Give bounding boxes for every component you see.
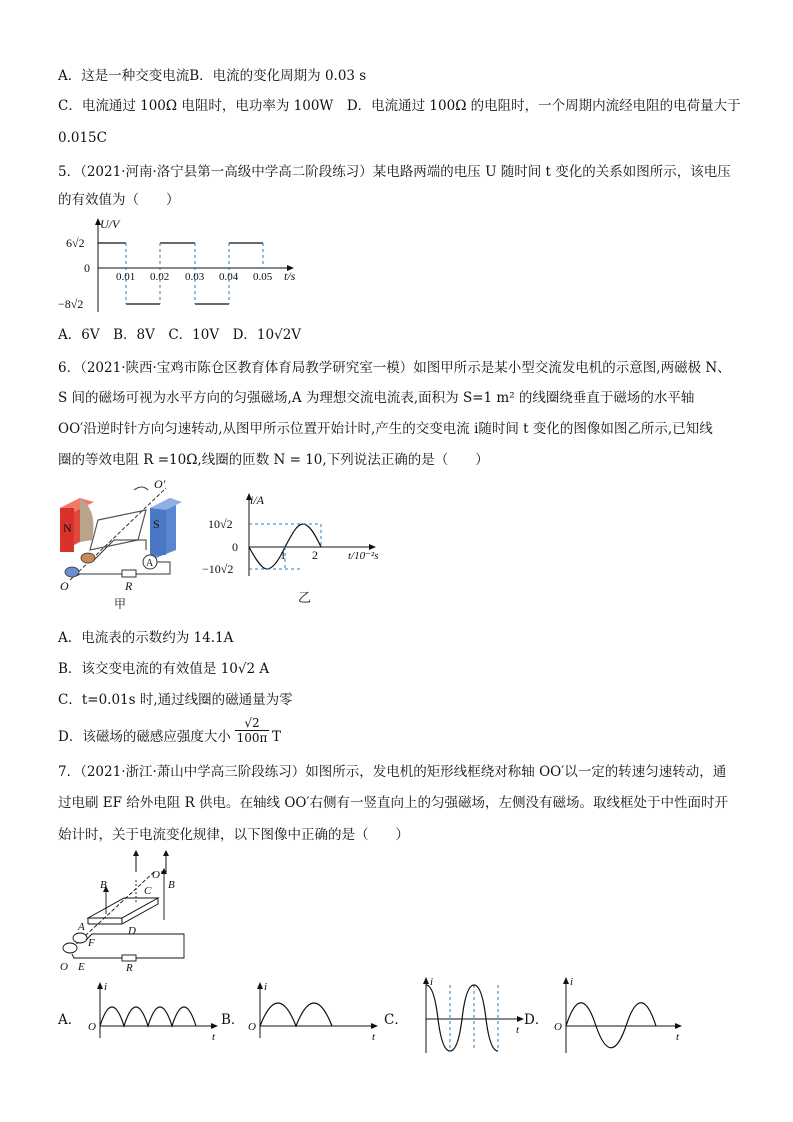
q5-y-bottom: −8√2 bbox=[58, 297, 84, 311]
q4-option-d-cont: 0.015C bbox=[58, 130, 107, 146]
q5-options: A．6V B．8V C．10V D．10√2V bbox=[58, 327, 302, 343]
q6-caption-jia: 甲 bbox=[114, 597, 127, 611]
q7-generator-figure bbox=[58, 850, 198, 975]
q7-label-o: O bbox=[60, 961, 68, 973]
q5-tick-2: 0.02 bbox=[150, 271, 170, 283]
q7-a-t: t bbox=[212, 1031, 216, 1043]
q6-current-graph bbox=[200, 488, 395, 608]
q6-label-oprime: O′ bbox=[154, 477, 166, 491]
q6-magnet-s: S bbox=[153, 517, 160, 531]
q7-b-i: i bbox=[264, 981, 268, 993]
q5-y-top: 6√2 bbox=[66, 236, 85, 250]
q7-graph-c bbox=[412, 975, 527, 1055]
q6-ammeter: A bbox=[146, 558, 154, 569]
q7-d-t: t bbox=[676, 1031, 680, 1043]
q6-generator-figure bbox=[58, 477, 198, 615]
q6-option-d-fraction bbox=[235, 716, 269, 745]
q7-c-i: i bbox=[430, 976, 434, 988]
q7-d-i: i bbox=[570, 976, 574, 988]
q6-option-d-unit: T bbox=[272, 729, 282, 745]
q7-b-o: O bbox=[248, 1021, 256, 1033]
q7-label-oprime: O′ bbox=[152, 869, 163, 881]
q6-fraction-numerator: √2 bbox=[235, 716, 269, 731]
q7-graph-a bbox=[86, 980, 221, 1050]
q7-a-o: O bbox=[88, 1021, 96, 1033]
q5-y-label: U/V bbox=[100, 217, 120, 231]
q6-caption-yi: 乙 bbox=[298, 590, 312, 605]
q5-tick-4: 0.04 bbox=[219, 271, 239, 283]
q6-i-label: i/A bbox=[250, 493, 264, 507]
q6-option-b: B．该交变电流的有效值是 10√2 A bbox=[58, 661, 270, 677]
q7-label-b-left: B bbox=[100, 879, 107, 891]
q6-y-top: 10√2 bbox=[208, 517, 233, 531]
q7-choice-a-label: A． bbox=[58, 1012, 82, 1028]
q7-graph-b bbox=[246, 980, 381, 1050]
q5-tick-1: 0.01 bbox=[116, 271, 136, 283]
q7-stem-line2: 过电刷 EF 给外电阻 R 供电。在轴线 OO′右侧有一竖直向上的匀强磁场，左侧没有磁场。取线框处于中性面时开 bbox=[58, 795, 729, 811]
q7-label-a: A bbox=[78, 921, 85, 933]
q5-tick-3: 0.03 bbox=[185, 271, 205, 283]
q6-option-c: C．t=0.01s 时,通过线圈的磁通量为零 bbox=[58, 692, 293, 708]
q4-option-c-d bbox=[58, 96, 741, 116]
q6-stem-line2: S 间的磁场可视为水平方向的匀强磁场,A 为理想交流电流表,面积为 S=1 m² 的线圈绕垂直于磁场的水平轴 bbox=[58, 390, 695, 406]
q6-option-d-text: D．该磁场的磁感应强度大小 bbox=[58, 729, 231, 745]
q7-choice-c-label: C． bbox=[384, 1012, 408, 1028]
q6-option-d bbox=[58, 727, 231, 747]
q7-label-f: F bbox=[88, 937, 95, 949]
q7-label-c: C bbox=[144, 885, 152, 897]
q6-stem-line3: OO′沿逆时针方向匀速转动,从图甲所示位置开始计时,产生的交变电流 i随时间 t 变化的图像如图乙所示,已知线 bbox=[58, 421, 713, 437]
q4-option-d: D．电流通过 100Ω 的电阻时，一个周期内流经电阻的电荷量大于 bbox=[346, 98, 741, 114]
q7-choice-d-label: D． bbox=[524, 1012, 549, 1028]
q5-stem-line2: 的有效值为（ ） bbox=[58, 192, 180, 208]
q5-x-label: t/s bbox=[284, 269, 296, 283]
q6-tick-1: 1 bbox=[280, 548, 286, 562]
q4-option-b: B．电流的变化周期为 0.03 s bbox=[189, 68, 367, 84]
q7-stem-line3: 始计时，关于电流变化规律，以下图像中正确的是（ ） bbox=[58, 827, 409, 843]
q4-option-a-b bbox=[58, 66, 366, 86]
q4-option-c: C．电流通过 100Ω 电阻时，电功率为 100W bbox=[58, 98, 334, 114]
q7-label-r: R bbox=[126, 962, 133, 974]
q7-label-d: D bbox=[128, 925, 136, 937]
q6-y-zero: 0 bbox=[232, 540, 238, 554]
q5-voltage-graph bbox=[58, 216, 318, 316]
q4-option-a: A．这是一种交变电流 bbox=[58, 68, 190, 84]
q7-choice-b-label: B． bbox=[221, 1012, 245, 1028]
q6-option-a: A．电流表的示数约为 14.1A bbox=[58, 630, 234, 646]
q6-y-bottom: −10√2 bbox=[202, 562, 234, 576]
q6-fraction-denominator: 100π bbox=[236, 731, 268, 745]
q6-stem-line4: 圈的等效电阻 R =10Ω,线圈的匝数 N = 10,下列说法正确的是（ ） bbox=[58, 452, 489, 468]
q5-tick-5: 0.05 bbox=[253, 271, 273, 283]
q7-label-b-right: B bbox=[168, 879, 175, 891]
q6-magnet-n: N bbox=[63, 521, 72, 535]
q7-b-t: t bbox=[372, 1031, 376, 1043]
q6-tick-2: 2 bbox=[312, 548, 318, 562]
q6-label-o: O bbox=[60, 579, 69, 593]
q7-label-e: E bbox=[78, 961, 85, 973]
q6-stem-line1: 6．（2021·陕西·宝鸡市陈仓区教育体育局教学研究室一模）如图甲所示是某小型交流发电机的示意图,两磁极 N、 bbox=[58, 360, 731, 376]
q7-stem-line1: 7．（2021·浙江·萧山中学高三阶段练习）如图所示，发电机的矩形线框绕对称轴 OO′以一定的转速匀速转动，通 bbox=[58, 764, 727, 780]
q5-y-zero: 0 bbox=[84, 261, 90, 275]
q7-d-o: O bbox=[554, 1021, 562, 1033]
q7-c-t: t bbox=[516, 1024, 520, 1036]
q7-a-i: i bbox=[104, 981, 108, 993]
q6-label-r: R bbox=[125, 579, 133, 593]
q6-x-label: t/10⁻²s bbox=[348, 550, 379, 562]
q5-stem-line1: 5．（2021·河南·洛宁县第一高级中学高二阶段练习）某电路两端的电压 U 随时间 t 变化的关系如图所示，该电压 bbox=[58, 164, 731, 180]
q7-graph-d bbox=[552, 975, 687, 1055]
